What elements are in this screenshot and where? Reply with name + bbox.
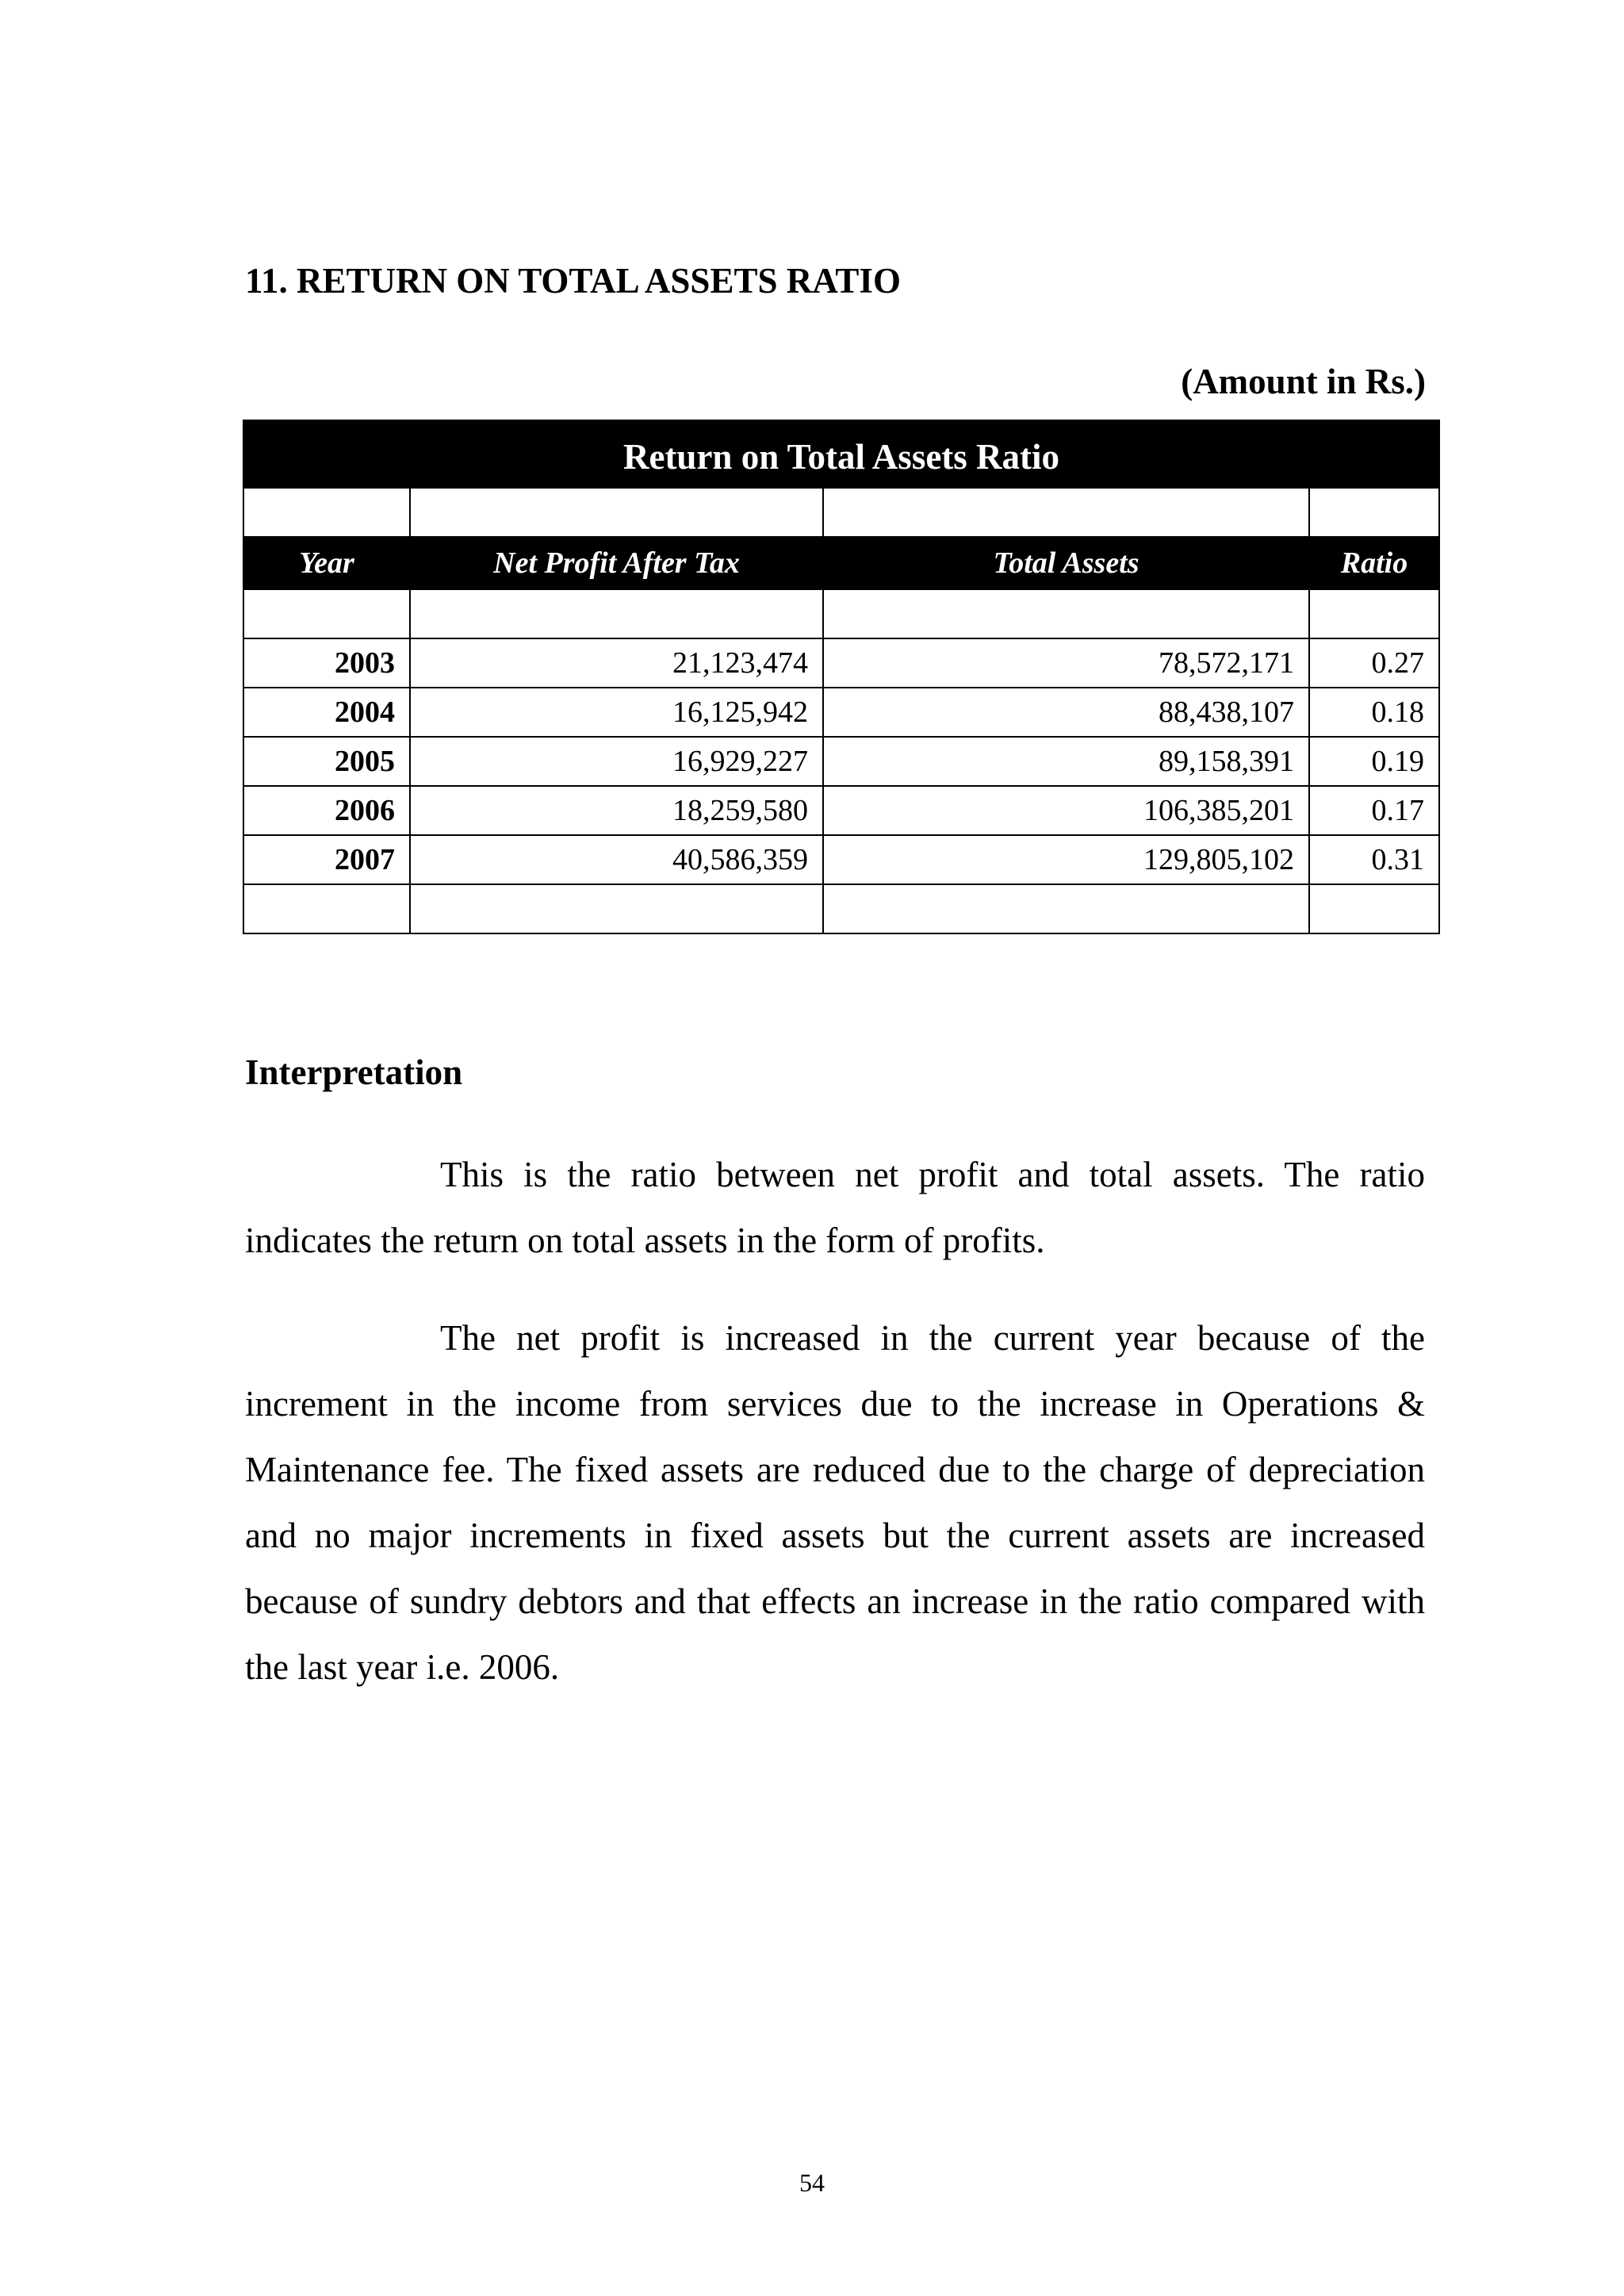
total-assets-cell: 89,158,391 — [823, 737, 1309, 786]
page-number: 54 — [799, 2168, 825, 2197]
table-title-row — [243, 420, 1439, 488]
interpretation-paragraph-1: This is the ratio between net profit and total assets. The ratio indicates the return on total assets in the form of profits. — [245, 1155, 1425, 1260]
column-header-ratio: Ratio — [1309, 537, 1439, 589]
total-assets-cell: 88,438,107 — [823, 688, 1309, 737]
section-title: 11. RETURN ON TOTAL ASSETS RATIO — [245, 261, 901, 301]
table-row — [243, 786, 1439, 835]
ratio-cell: 0.17 — [1309, 786, 1439, 835]
empty-cell — [243, 488, 410, 537]
column-header-year: Year — [243, 537, 410, 589]
table-row — [243, 835, 1439, 884]
interpretation-heading: Interpretation — [245, 1052, 463, 1092]
empty-cell — [823, 488, 1309, 537]
empty-cell — [410, 884, 823, 933]
empty-cell — [1309, 488, 1439, 537]
year-cell: 2006 — [243, 786, 410, 835]
total-assets-cell: 129,805,102 — [823, 835, 1309, 884]
net-profit-cell: 16,929,227 — [410, 737, 823, 786]
table-header-row — [243, 537, 1439, 589]
table-spacer-row — [243, 488, 1439, 537]
empty-cell — [1309, 884, 1439, 933]
total-assets-cell: 106,385,201 — [823, 786, 1309, 835]
table-title: Return on Total Assets Ratio — [243, 420, 1439, 488]
year-cell: 2003 — [243, 638, 410, 688]
column-header-total-assets: Total Assets — [823, 537, 1309, 589]
table-spacer-row — [243, 884, 1439, 933]
net-profit-cell: 40,586,359 — [410, 835, 823, 884]
ratio-cell: 0.31 — [1309, 835, 1439, 884]
net-profit-cell: 18,259,580 — [410, 786, 823, 835]
column-header-net-profit: Net Profit After Tax — [410, 537, 823, 589]
year-cell: 2005 — [243, 737, 410, 786]
ratio-cell: 0.27 — [1309, 638, 1439, 688]
table-row — [243, 688, 1439, 737]
year-cell: 2007 — [243, 835, 410, 884]
interpretation-paragraph-2: The net profit is increased in the current year because of the increment in the income from services due to the increase in Operations & Maintenance fee. The fixed assets are reduced due to the charge of depreciation and no major increments in fixed assets but the current assets are increased because of sundry debtors and that effects an increase in the ratio compared with the last year i.e. 2006. — [245, 1318, 1425, 1687]
empty-cell — [243, 884, 410, 933]
empty-cell — [243, 589, 410, 638]
net-profit-cell: 16,125,942 — [410, 688, 823, 737]
net-profit-cell: 21,123,474 — [410, 638, 823, 688]
ratio-cell: 0.19 — [1309, 737, 1439, 786]
table-spacer-row — [243, 589, 1439, 638]
empty-cell — [823, 589, 1309, 638]
table-row — [243, 737, 1439, 786]
amount-note: (Amount in Rs.) — [1181, 362, 1426, 401]
empty-cell — [1309, 589, 1439, 638]
table-row — [243, 638, 1439, 688]
empty-cell — [410, 589, 823, 638]
total-assets-cell: 78,572,171 — [823, 638, 1309, 688]
ratio-cell: 0.18 — [1309, 688, 1439, 737]
year-cell: 2004 — [243, 688, 410, 737]
ratio-table — [243, 420, 1440, 934]
empty-cell — [410, 488, 823, 537]
empty-cell — [823, 884, 1309, 933]
